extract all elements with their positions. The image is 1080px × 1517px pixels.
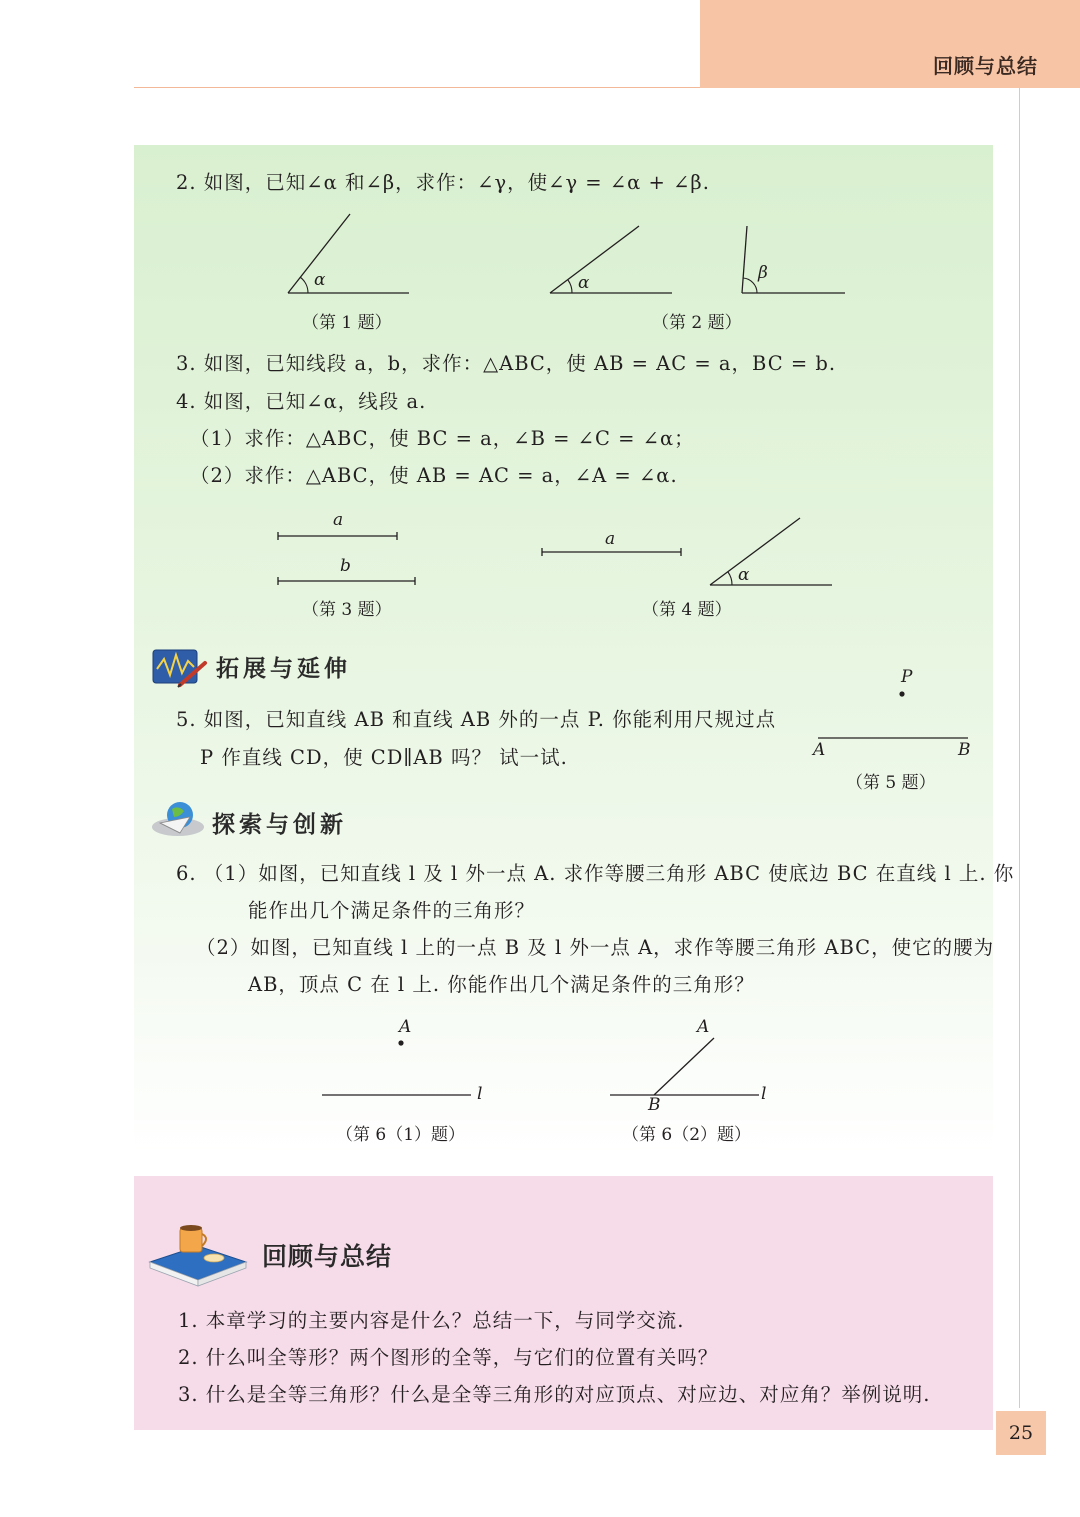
label-A-fig6-2: A: [697, 1017, 710, 1037]
problem-4-part-1: （1）求作：△ABC，使 BC = a，∠B = ∠C = ∠α；: [190, 427, 695, 450]
problem-2: 2. 如图，已知∠α 和∠β，求作：∠γ，使∠γ = ∠α + ∠β.: [176, 171, 710, 194]
review-section-title: 回顾与总结: [262, 1242, 393, 1271]
caption-figure-6-1: （第 6（1）题）: [336, 1125, 466, 1145]
header-title: 回顾与总结: [933, 54, 1038, 78]
label-A-fig6-1: A: [399, 1017, 412, 1037]
figure-6-1-line-and-point: [320, 1036, 475, 1098]
caption-figure-6-2: （第 6（2）题）: [622, 1125, 752, 1145]
label-B-fig6-2: B: [648, 1095, 661, 1115]
figure-6-2-line-and-segment: [608, 1036, 763, 1098]
figure-5-line-and-point: [812, 688, 977, 740]
label-alpha-fig4: α: [738, 565, 750, 585]
label-P: P: [901, 667, 913, 687]
label-alpha-1: α: [314, 270, 326, 290]
margin-rule: [1019, 88, 1020, 1408]
label-B-fig5: B: [958, 740, 971, 760]
extension-section-icon: [150, 645, 208, 689]
problem-6-part-2-line-2: AB，顶点 C 在 l 上. 你能作出几个满足条件的三角形？: [248, 973, 755, 996]
explore-section-title: 探索与创新: [212, 812, 347, 838]
problem-5-line-2: P 作直线 CD，使 CD∥AB 吗？ 试一试.: [200, 746, 568, 769]
problem-4-part-2: （2）求作：△ABC，使 AB = AC = a，∠A = ∠α.: [190, 464, 678, 487]
label-l-fig6-2: l: [761, 1084, 767, 1104]
review-question-3: 3. 什么是全等三角形？什么是全等三角形的对应顶点、对应边、对应角？举例说明.: [178, 1383, 931, 1406]
figure-2-angle-alpha: [545, 222, 680, 298]
caption-figure-5: （第 5 题）: [846, 773, 936, 793]
problem-6-part-2-line-1: （2）如图，已知直线 l 上的一点 B 及 l 外一点 A，求作等腰三角形 ABC，使它的腰为: [196, 936, 995, 959]
caption-figure-3: （第 3 题）: [302, 600, 392, 620]
figure-1-angle-alpha: [280, 210, 420, 300]
figure-2-angle-beta: [735, 222, 850, 298]
header-rule: [134, 87, 700, 88]
problem-6-part-1-line-2: 能作出几个满足条件的三角形？: [248, 899, 536, 922]
page-number: 25: [996, 1411, 1046, 1455]
extension-section-title: 拓展与延伸: [216, 656, 351, 682]
figure-4-segment: [538, 546, 688, 560]
problem-5-line-1: 5. 如图，已知直线 AB 和直线 AB 外的一点 P. 你能利用尺规过点: [176, 708, 777, 731]
label-beta: β: [758, 263, 768, 283]
problem-3: 3. 如图，已知线段 a，b，求作：△ABC，使 AB = AC = a，BC = b.: [176, 352, 837, 375]
problem-4: 4. 如图，已知∠α，线段 a.: [176, 390, 427, 413]
label-a-fig4: a: [605, 529, 616, 549]
review-section-icon: [146, 1218, 250, 1290]
caption-figure-2: （第 2 题）: [652, 313, 742, 333]
review-question-2: 2. 什么叫全等形？两个图形的全等，与它们的位置有关吗？: [178, 1346, 719, 1369]
figure-4-angle-alpha: [705, 515, 840, 590]
label-alpha-2: α: [578, 273, 590, 293]
caption-figure-4: （第 4 题）: [642, 600, 732, 620]
label-A-fig5: A: [813, 740, 826, 760]
review-question-1: 1. 本章学习的主要内容是什么？总结一下，与同学交流.: [178, 1309, 685, 1332]
label-l-fig6-1: l: [477, 1084, 483, 1104]
label-b-fig3: b: [340, 556, 351, 576]
explore-section-icon: [150, 797, 208, 841]
label-a-fig3: a: [333, 510, 344, 530]
caption-figure-1: （第 1 题）: [302, 313, 392, 333]
problem-6-part-1-line-1: 6. （1）如图，已知直线 l 及 l 外一点 A. 求作等腰三角形 ABC 使底边 BC 在直线 l 上. 你: [176, 862, 1015, 885]
